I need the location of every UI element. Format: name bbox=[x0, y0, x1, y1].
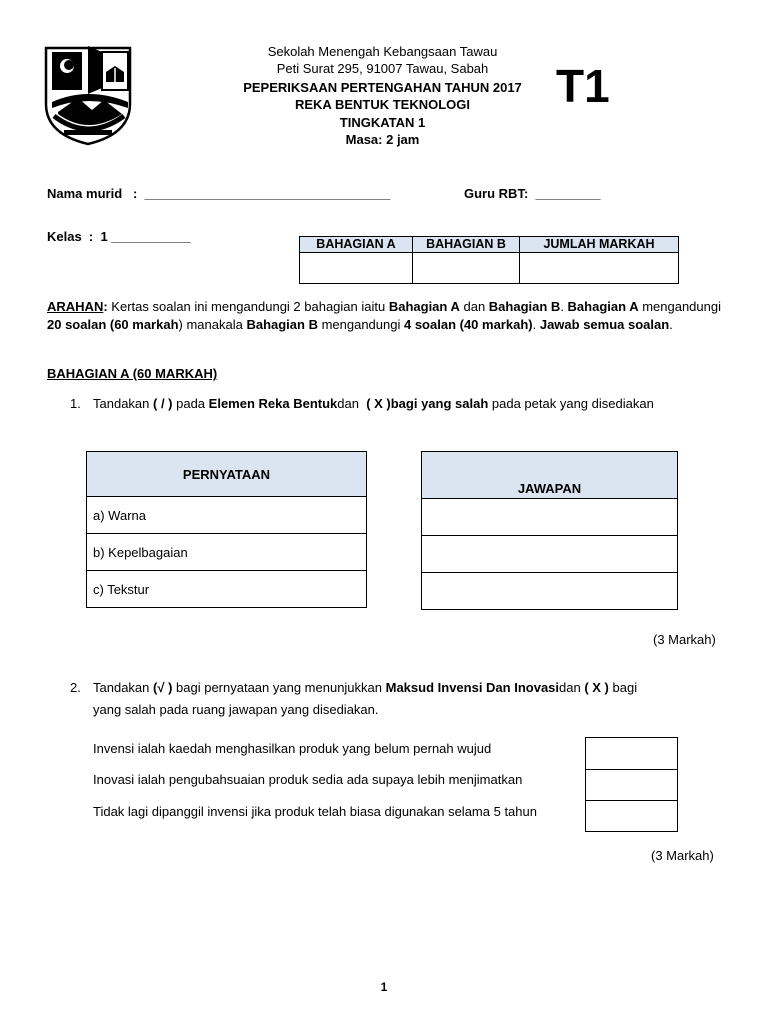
q2-answer-box-2[interactable] bbox=[585, 769, 678, 801]
school-address: Peti Surat 295, 91007 Tawau, Sabah bbox=[276, 61, 489, 76]
score-header-section-a: BAHAGIAN A bbox=[300, 237, 413, 253]
teacher-field[interactable]: Guru RBT: _________ bbox=[464, 186, 601, 201]
section-a-title: BAHAGIAN A (60 MARKAH) bbox=[47, 366, 218, 381]
score-header-total: JUMLAH MARKAH bbox=[520, 237, 679, 253]
school-name: Sekolah Menengah Kebangsaan Tawau bbox=[267, 44, 498, 59]
q2-statement-1: Invensi ialah kaedah menghasilkan produk yang belum pernah wujud bbox=[93, 741, 492, 756]
page-number: 1 bbox=[380, 980, 388, 994]
q1-answer-cell-c[interactable] bbox=[422, 573, 678, 610]
q2-answer-box-3[interactable] bbox=[585, 800, 678, 832]
level-title: TINGKATAN 1 bbox=[339, 115, 426, 130]
q1-answer-header: JAWAPAN bbox=[422, 452, 678, 499]
instructions-paragraph: ARAHAN: Kertas soalan ini mengandungi 2 bahagian iaitu Bahagian A dan Bahagian B. Bahagian A mengandungi 20 soalan (60 markah) manakala Bahagian B mengandungi 4 soalan (40 markah). Jawab semua soalan. bbox=[47, 299, 721, 332]
score-cell-total[interactable] bbox=[520, 253, 679, 284]
q1-text: Tandakan ( / ) pada Elemen Reka Bentukdan ( X )bagi yang salah pada petak yang disediakan bbox=[93, 396, 654, 411]
q1-answer-cell-b[interactable] bbox=[422, 536, 678, 573]
score-table bbox=[299, 236, 679, 284]
subject-title: REKA BENTUK TEKNOLOGI bbox=[294, 97, 471, 112]
q1-item-a: a) Warna bbox=[87, 497, 367, 534]
q2-text-line2: yang salah pada ruang jawapan yang disediakan. bbox=[93, 702, 379, 717]
q2-number: 2. bbox=[70, 680, 81, 695]
score-cell-section-a[interactable] bbox=[300, 253, 413, 284]
score-cell-section-b[interactable] bbox=[413, 253, 520, 284]
form-code: T1 bbox=[556, 60, 610, 112]
score-header-section-b: BAHAGIAN B bbox=[413, 237, 520, 253]
school-crest-logo bbox=[42, 42, 134, 146]
q2-answer-box-1[interactable] bbox=[585, 737, 678, 770]
exam-title: PEPERIKSAAN PERTENGAHAN TAHUN 2017 bbox=[243, 80, 522, 95]
q2-marks: (3 Markah) bbox=[651, 848, 714, 863]
q2-statement-2: Inovasi ialah pengubahsuaian produk sedia ada supaya lebih menjimatkan bbox=[93, 772, 523, 787]
q1-item-b: b) Kepelbagaian bbox=[87, 534, 367, 571]
instructions-label: ARAHAN bbox=[47, 299, 104, 314]
student-name-field[interactable]: Nama murid : __________________________________ bbox=[47, 186, 391, 201]
q1-statement-header: PERNYATAAN bbox=[87, 452, 367, 497]
q1-marks: (3 Markah) bbox=[653, 632, 716, 647]
q1-answer-table bbox=[421, 451, 678, 610]
q1-item-c: c) Tekstur bbox=[87, 571, 367, 608]
class-field[interactable]: Kelas : 1 ___________ bbox=[47, 229, 191, 244]
q1-answer-cell-a[interactable] bbox=[422, 499, 678, 536]
exam-duration: Masa: 2 jam bbox=[345, 132, 420, 147]
q2-text: Tandakan (√ ) bagi pernyataan yang menunjukkan Maksud Invensi Dan Inovasidan ( X ) bagi bbox=[93, 680, 638, 695]
q2-statement-3: Tidak lagi dipanggil invensi jika produk telah biasa digunakan selama 5 tahun bbox=[93, 804, 537, 819]
q1-number: 1. bbox=[70, 396, 81, 411]
q1-statement-table bbox=[86, 451, 367, 608]
